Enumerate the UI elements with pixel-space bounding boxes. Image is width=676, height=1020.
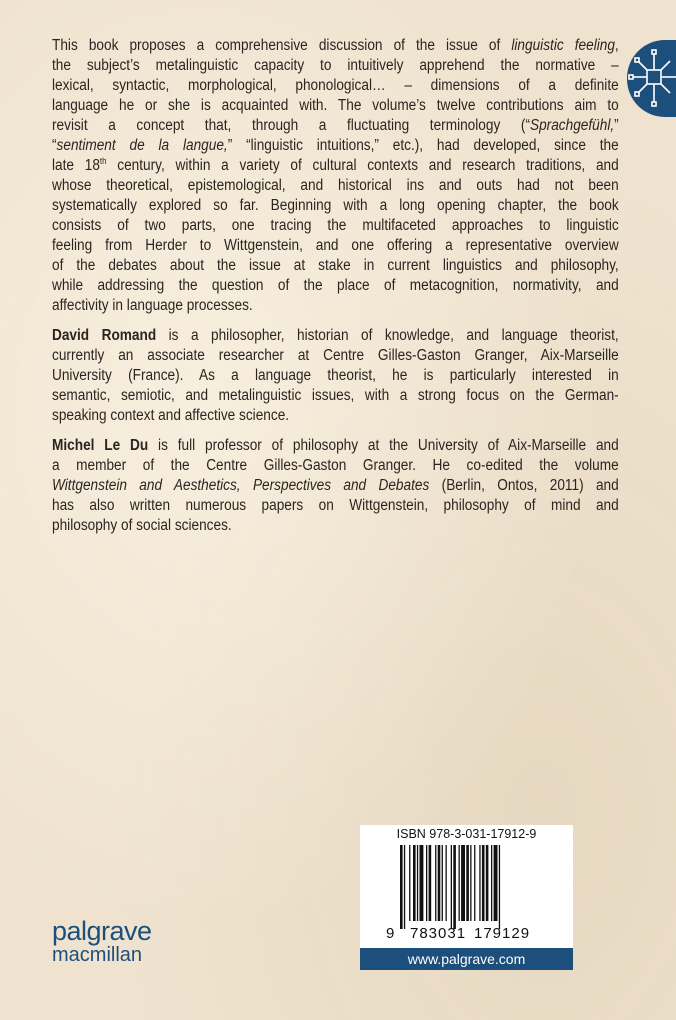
text-line [52, 326, 619, 346]
text-segment: philosophy of social sciences. [52, 517, 232, 534]
text-line [52, 96, 619, 116]
text-segment: systematically explored so far. Beginning with a long opening chapter, the book [52, 197, 619, 214]
barcode-bar [482, 845, 485, 921]
text-line [52, 216, 619, 236]
barcode-bars [400, 845, 534, 929]
text-line [52, 176, 619, 196]
barcode-bar [499, 845, 500, 929]
barcode-bar [459, 845, 460, 921]
barcode-digit-group1: 783031 [410, 925, 467, 942]
paragraph-3 [52, 436, 619, 536]
barcode-bar [429, 845, 432, 921]
text-line [52, 136, 619, 156]
text-line [52, 256, 619, 276]
barcode-bar [420, 845, 424, 921]
text-segment: century, within a variety of cultural contexts and research traditions, and [106, 157, 619, 174]
barcode-bar [491, 845, 492, 921]
barcode-bar [426, 845, 427, 921]
text-line [52, 196, 619, 216]
text-line [52, 366, 619, 386]
text-segment: late 18 [52, 157, 100, 174]
barcode-bar [435, 845, 436, 921]
text-line [52, 36, 619, 56]
barcode-bar [479, 845, 480, 921]
barcode-bar [417, 845, 418, 921]
text-segment: whose theoretical, epistemological, and historical ins and outs had not been [52, 177, 619, 194]
text-line [52, 56, 619, 76]
text-line [52, 346, 619, 366]
barcode-bar [438, 845, 441, 921]
italic-text: Sprachgefühl, [529, 117, 615, 134]
text-segment: semantic, semiotic, and metalinguistic issues, with a strong focus on the German- [52, 387, 619, 404]
text-segment: of the debates about the issue at stake in current linguistics and philosophy, [52, 257, 619, 274]
text-segment: , [614, 37, 619, 54]
text-segment: University (France). As a language theorist, he is particularly interested in [52, 367, 619, 384]
text-segment: a member of the Centre Gilles-Gaston Granger. He co-edited the volume [52, 457, 619, 474]
text-segment: the subject’s metalinguistic capacity to intuitively apprehend the normative – [52, 57, 619, 74]
barcode-bar [470, 845, 471, 921]
text-line [52, 116, 619, 136]
paragraph-2 [52, 326, 619, 426]
text-segment: is a philosopher, historian of knowledge, and language theorist, [156, 327, 619, 344]
italic-text: linguistic feeling [511, 37, 615, 54]
text-line [52, 156, 619, 176]
series-badge [627, 40, 676, 117]
text-line [52, 406, 619, 426]
text-segment: feeling from Herder to Wittgenstein, and one offering a representative overview [52, 237, 619, 254]
text-segment: language he or she is acquainted with. The volume’s twelve contributions aim to [52, 97, 619, 114]
text-line [52, 516, 619, 536]
author-name: David Romand [52, 327, 157, 344]
text-segment: revisit a concept that, through a fluctuating terminology (“ [52, 117, 530, 134]
italic-text: Wittgenstein and Aesthetics, Perspectives and Debates [52, 477, 430, 494]
barcode-digit-first: 9 [386, 925, 396, 942]
text-segment: ” [614, 117, 619, 134]
text-segment: currently an associate researcher at Centre Gilles-Gaston Granger, Aix-Marseille [52, 347, 619, 364]
text-line [52, 436, 619, 456]
barcode-bar [400, 845, 403, 929]
text-segment: has also written numerous papers on Wittgenstein, philosophy of mind and [52, 497, 619, 514]
text-segment: while addressing the question of the place of metacognition, normativity, and [52, 277, 619, 294]
text-line [52, 276, 619, 296]
text-segment: affectivity in language processes. [52, 297, 253, 314]
barcode-bar [486, 845, 489, 921]
text-segment: is full professor of philosophy at the University of Aix-Marseille and [148, 437, 619, 454]
text-segment: ” “linguistic intuitions,” etc.), had developed, since the [227, 137, 619, 154]
publisher-url[interactable]: www.palgrave.com [360, 948, 573, 970]
text-segment: (Berlin, Ontos, 2011) and [429, 477, 619, 494]
publisher-logo [52, 918, 152, 966]
text-segment: consists of two parts, one tracing the multifaceted approaches to linguistic [52, 217, 619, 234]
text-line [52, 76, 619, 96]
barcode-bar [474, 845, 475, 921]
author-name: Michel Le Du [52, 437, 149, 454]
text-segment: th [99, 156, 107, 166]
logo-palgrave: palgrave [52, 916, 152, 946]
barcode-bar [466, 845, 469, 921]
barcode-bar [442, 845, 443, 921]
back-cover-blurb [52, 36, 619, 546]
text-segment: speaking context and affective science. [52, 407, 290, 424]
barcode-bar [453, 845, 456, 929]
barcode-bar [451, 845, 452, 929]
paragraph-1 [52, 36, 619, 316]
barcode-bar [413, 845, 416, 921]
italic-text: sentiment de la langue, [56, 137, 228, 154]
isbn-barcode [360, 825, 573, 970]
circuit-network-icon [627, 40, 676, 117]
isbn-label: ISBN 978-3-031-17912-9 [396, 827, 537, 841]
barcode-bar [461, 845, 465, 921]
text-line [52, 476, 619, 496]
barcode-digit-group2: 179129 [474, 925, 531, 942]
logo-macmillan: macmillan [52, 944, 143, 966]
barcode-bar [404, 845, 405, 929]
text-line [52, 236, 619, 256]
barcode-bar [409, 845, 410, 921]
text-line [52, 456, 619, 476]
text-line [52, 386, 619, 406]
text-segment: This book proposes a comprehensive discussion of the issue of [52, 37, 512, 54]
text-line [52, 496, 619, 516]
text-segment: “ [52, 137, 57, 154]
text-segment: lexical, syntactic, morphological, phonological… – dimensions of a definite [52, 77, 619, 94]
barcode-bar [446, 845, 447, 921]
text-line [52, 296, 619, 316]
barcode-bar [494, 845, 498, 921]
